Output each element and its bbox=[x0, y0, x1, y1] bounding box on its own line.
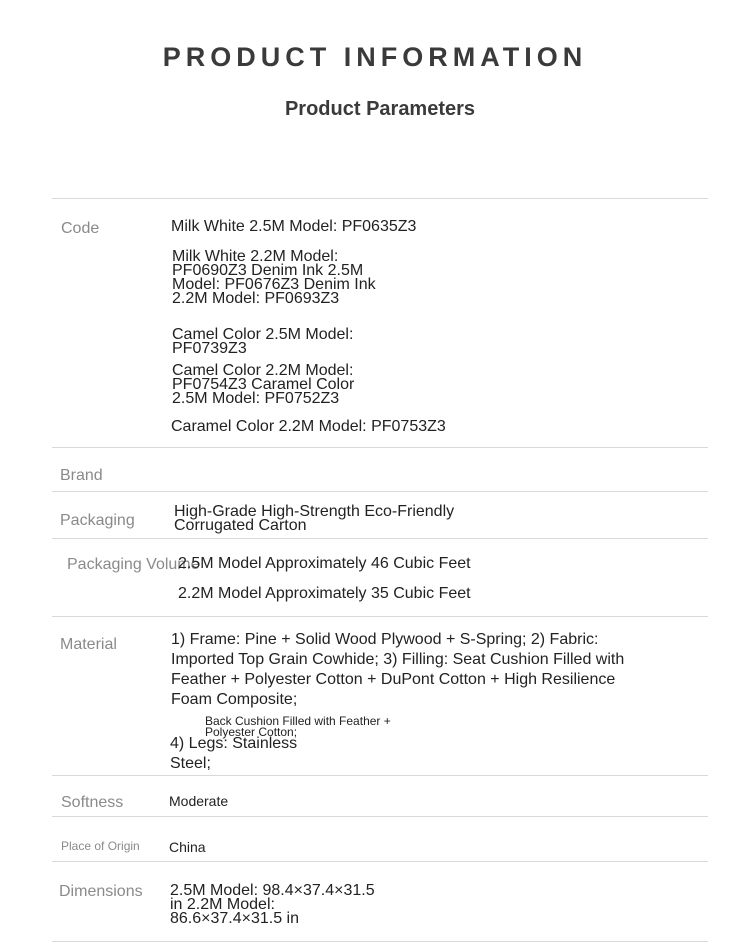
material-value: 1) Frame: Pine + Solid Wood Plywood + S-Spring; 2) Fabric: Imported Top Grain Cowhide; 3) Filling: Seat Cushion Filled with Feather + Polyester Cotton + DuPont Cotton + High Resilience Foam Composite; bbox=[171, 631, 625, 708]
divider bbox=[52, 616, 708, 617]
material-label: Material bbox=[60, 636, 117, 653]
divider bbox=[52, 775, 708, 776]
code-label: Code bbox=[61, 220, 100, 237]
dimensions-label: Dimensions bbox=[59, 883, 143, 900]
divider bbox=[52, 198, 708, 199]
material-value: Back Cushion Filled with Feather + Polyester Cotton; bbox=[205, 714, 391, 739]
code-value: Camel Color 2.5M Model: PF0739Z3 bbox=[172, 326, 354, 357]
section-subtitle: Product Parameters bbox=[284, 98, 476, 120]
softness-label: Softness bbox=[61, 794, 124, 811]
origin-label: Place of Origin bbox=[61, 839, 140, 853]
divider bbox=[52, 941, 708, 942]
divider bbox=[52, 491, 708, 492]
packaging-volume-value: 2.2M Model Approximately 35 Cubic Feet bbox=[178, 585, 471, 602]
divider bbox=[52, 538, 708, 539]
code-value: Camel Color 2.2M Model: PF0754Z3 Caramel Color 2.5M Model: PF0752Z3 bbox=[172, 362, 355, 407]
packaging-volume-value: 2.5M Model Approximately 46 Cubic Feet bbox=[178, 555, 471, 572]
packaging-value: High-Grade High-Strength Eco-Friendly Corrugated Carton bbox=[174, 503, 455, 534]
dimensions-value: 2.5M Model: 98.4×37.4×31.5 in 2.2M Model: 86.6×37.4×31.5 in bbox=[170, 882, 375, 927]
origin-value: China bbox=[169, 839, 206, 855]
softness-value: Moderate bbox=[169, 793, 229, 809]
divider bbox=[52, 816, 708, 817]
divider bbox=[52, 447, 708, 448]
page-title: PRODUCT INFORMATION bbox=[162, 42, 588, 72]
packaging-volume-label: Packaging Volume bbox=[67, 556, 200, 573]
code-value: Milk White 2.2M Model: PF0690Z3 Denim Ink 2.5M Model: PF0676Z3 Denim Ink 2.2M Model: PF0693Z3 bbox=[172, 248, 376, 307]
brand-label: Brand bbox=[60, 467, 103, 484]
packaging-label: Packaging bbox=[60, 512, 135, 529]
code-value: Caramel Color 2.2M Model: PF0753Z3 bbox=[171, 418, 446, 435]
divider bbox=[52, 861, 708, 862]
material-value: 4) Legs: Stainless Steel; bbox=[170, 735, 298, 772]
code-value: Milk White 2.5M Model: PF0635Z3 bbox=[171, 218, 417, 235]
